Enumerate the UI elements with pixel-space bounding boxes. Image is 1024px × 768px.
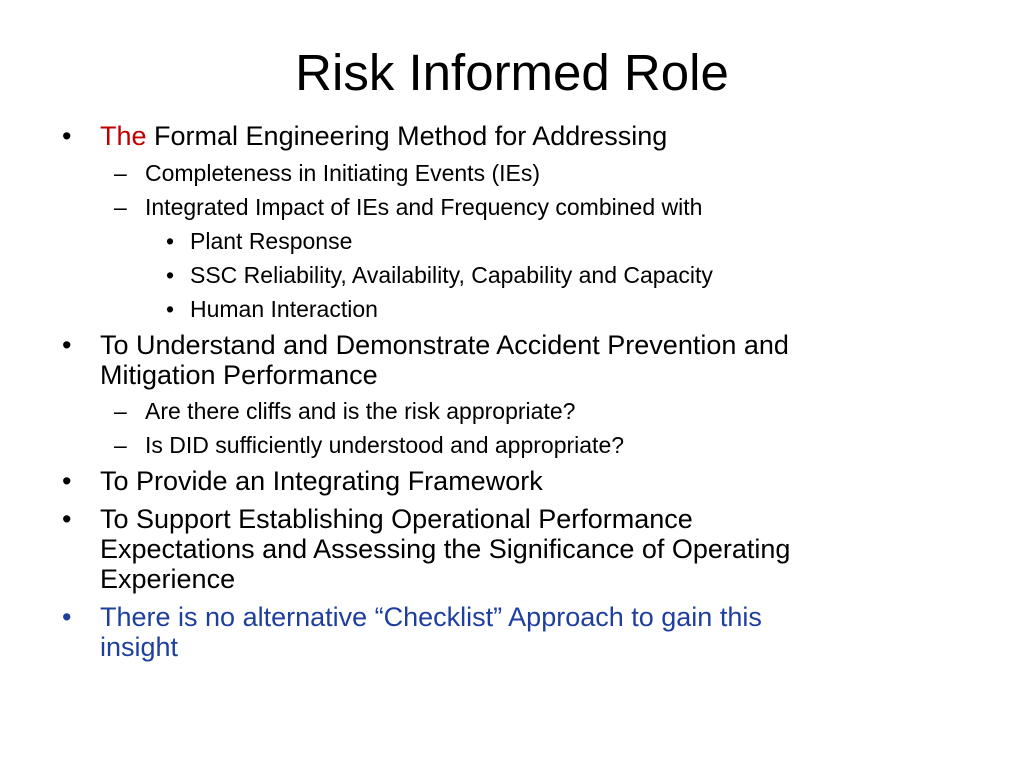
sub-item-text: Completeness in Initiating Events (IEs) — [145, 160, 541, 186]
bullet-text-line-1: To Understand and Demonstrate Accident Prevention and — [100, 330, 789, 360]
bullet-marker: • — [62, 466, 72, 496]
sub-item-text: Is DID sufficiently understood and appropriate? — [145, 432, 625, 458]
bullet-text-line-1: To Support Establishing Operational Performance — [100, 504, 693, 534]
bullet-text: To Provide an Integrating Framework — [100, 466, 543, 496]
dash-marker: – — [114, 432, 127, 458]
dash-marker: – — [114, 194, 127, 220]
sub-sub-item-text: SSC Reliability, Availability, Capability and Capacity — [190, 262, 713, 288]
bullet-marker: • — [62, 121, 72, 151]
slide-title: Risk Informed Role — [295, 44, 729, 101]
bullet-marker: • — [166, 262, 175, 288]
bullet-text-line-2: Mitigation Performance — [100, 360, 378, 390]
bullet-marker: • — [62, 330, 72, 360]
bullet-text: Formal Engineering Method for Addressing — [146, 121, 668, 151]
bullet-marker: • — [62, 602, 72, 632]
bullet-marker: • — [166, 296, 175, 322]
bullet-marker: • — [166, 228, 175, 254]
highlight-lead-word: The — [100, 121, 147, 151]
bullet-text-line-3: Experience — [100, 564, 236, 594]
sub-sub-item-text: Human Interaction — [190, 296, 378, 322]
bullet-marker: • — [62, 504, 72, 534]
sub-sub-item-text: Plant Response — [190, 228, 353, 254]
bullet-text-line-2: Expectations and Assessing the Significance of Operating — [100, 534, 791, 564]
sub-item-text: Integrated Impact of IEs and Frequency combined with — [145, 194, 703, 220]
bullet-text-line-1: There is no alternative “Checklist” Approach to gain this — [100, 602, 762, 632]
dash-marker: – — [114, 160, 127, 186]
bullet-text-line-2: insight — [100, 632, 179, 662]
dash-marker: – — [114, 398, 127, 424]
sub-item-text: Are there cliffs and is the risk appropriate? — [145, 398, 576, 424]
